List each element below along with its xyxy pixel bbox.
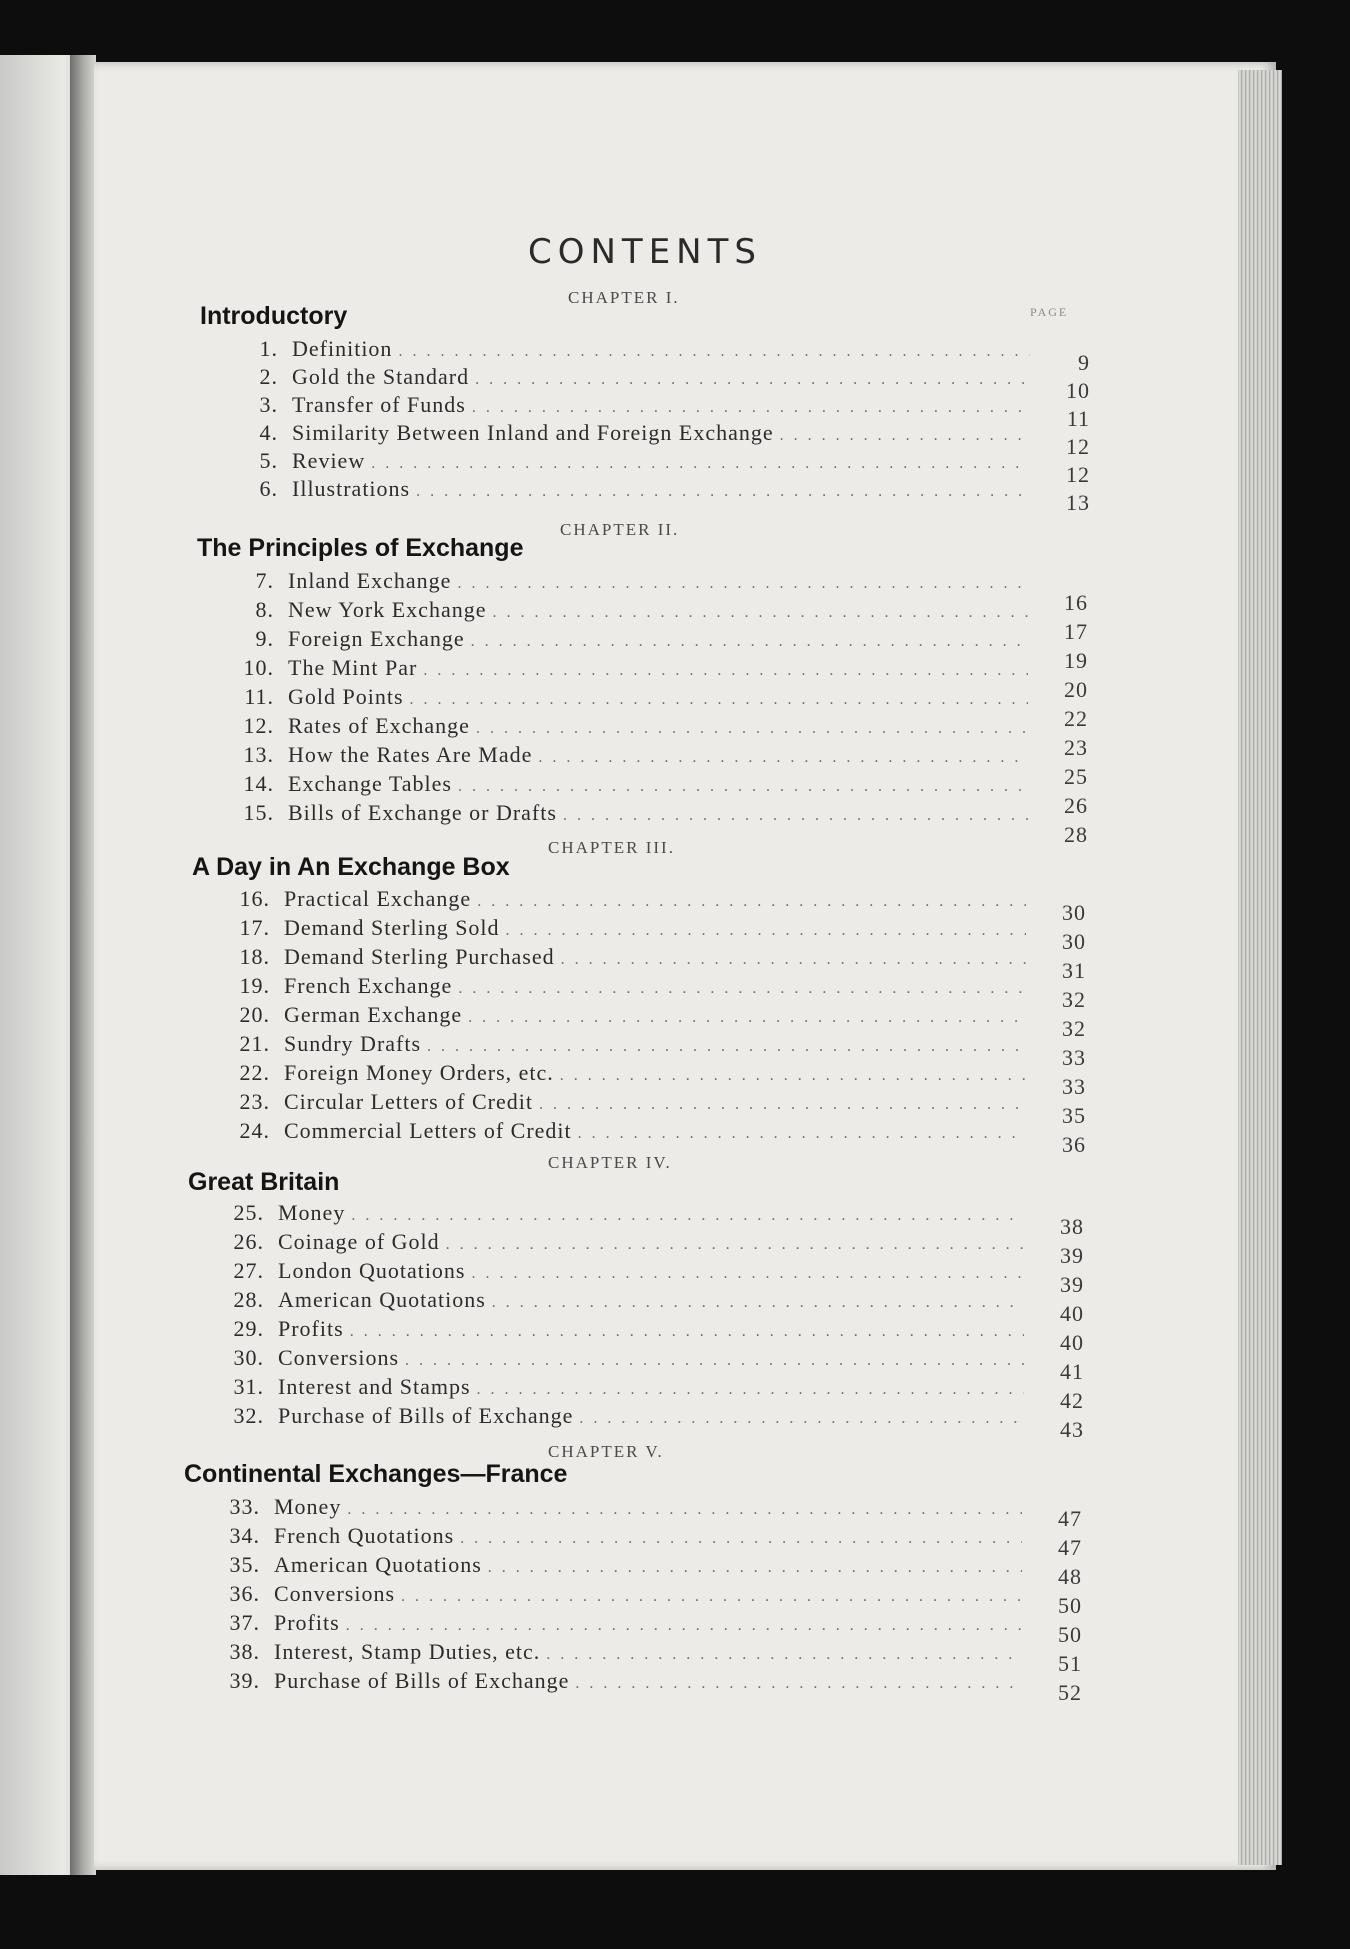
toc-entry[interactable] [236,800,1028,828]
entry-number: 24. [239,1118,270,1143]
toc-entry[interactable] [226,1316,1024,1344]
entry-title: French Quotations [274,1523,455,1548]
entry-number: 30. [233,1345,264,1370]
entry-number: 2. [259,364,278,389]
chapter-heading: CHAPTER I. [568,288,680,307]
entry-title: Definition [292,336,393,361]
leader-dots [468,1009,1026,1027]
section-title: A Day in An Exchange Box [192,853,510,881]
page-number: 25 [1064,764,1088,789]
entry-title: New York Exchange [288,597,487,622]
entry-number: 22. [239,1060,270,1085]
toc-entry[interactable] [226,1200,1024,1228]
toc-entry[interactable] [240,476,1030,504]
toc-entry[interactable] [232,1089,1026,1117]
entry-title: Foreign Money Orders, etc. [284,1060,554,1085]
leader-dots [561,951,1026,969]
leader-dots [416,483,1030,501]
toc-entry[interactable] [240,420,1030,448]
book-spine [70,55,96,1875]
entry-number: 26. [233,1229,264,1254]
entry-title: Foreign Exchange [288,626,465,651]
page-number: 42 [1060,1388,1084,1413]
entry-number: 8. [255,597,274,622]
toc-entry[interactable] [222,1668,1022,1696]
leader-dots [458,980,1026,998]
toc-entry[interactable] [240,392,1030,420]
toc-entry[interactable] [222,1494,1022,1522]
entry-number: 9. [255,626,274,651]
leader-dots [560,1067,1026,1085]
entry-title: Purchase of Bills of Exchange [274,1668,570,1693]
leader-dots [476,720,1028,738]
leader-dots [475,371,1030,389]
toc-entry[interactable] [232,915,1026,943]
entry-title: Profits [274,1610,340,1635]
entry-title: Similarity Between Inland and Foreign Exchange [292,420,774,445]
page-number: 51 [1058,1651,1082,1676]
page-number: 16 [1064,590,1088,615]
toc-entry[interactable] [240,448,1030,476]
leader-dots [472,399,1030,417]
page-number: 11 [1066,406,1090,431]
toc-entry[interactable] [222,1610,1022,1638]
toc-entry[interactable] [222,1581,1022,1609]
entry-title: Conversions [278,1345,399,1370]
leader-dots [780,427,1030,445]
page-number: 39 [1060,1272,1084,1297]
entry-number: 14. [243,771,274,796]
entry-number: 29. [233,1316,264,1341]
leader-dots [575,1675,1022,1693]
entry-number: 16. [239,886,270,911]
toc-entry[interactable] [236,684,1028,712]
toc-entry[interactable] [232,1060,1026,1088]
page-number: 12 [1066,462,1090,487]
leader-dots [351,1207,1024,1225]
chapter-heading: CHAPTER IV. [548,1153,672,1172]
page-number: 12 [1066,434,1090,459]
entry-number: 18. [239,944,270,969]
entry-title: Commercial Letters of Credit [284,1118,572,1143]
page-number: 9 [1078,350,1090,375]
entry-title: American Quotations [274,1552,482,1577]
page-number: 41 [1060,1359,1084,1384]
page-number: 43 [1060,1417,1084,1442]
toc-entry[interactable] [226,1258,1024,1286]
page-number: 22 [1064,706,1088,731]
entry-number: 13. [243,742,274,767]
entry-title: Conversions [274,1581,395,1606]
entry-number: 17. [239,915,270,940]
entry-title: Gold the Standard [292,364,470,389]
entry-title: Transfer of Funds [292,392,466,417]
entry-title: London Quotations [278,1258,466,1283]
entry-title: German Exchange [284,1002,463,1027]
page-number: 36 [1062,1132,1086,1157]
page-number: 28 [1064,822,1088,847]
entry-number: 32. [233,1403,264,1428]
toc-entry[interactable] [240,364,1030,392]
leader-dots [579,1410,1024,1428]
leader-dots [410,691,1028,709]
leader-dots [539,1096,1026,1114]
entry-title: How the Rates Are Made [288,742,533,767]
entry-title: Money [278,1200,346,1225]
entry-title: French Exchange [284,973,453,998]
toc-entry[interactable] [222,1639,1022,1667]
leader-dots [346,1617,1022,1635]
toc-entry[interactable] [236,655,1028,683]
leader-dots [405,1352,1024,1370]
leader-dots [578,1125,1026,1143]
leader-dots [371,455,1030,473]
entry-title: American Quotations [278,1287,486,1312]
entry-title: Coinage of Gold [278,1229,440,1254]
section-title: The Principles of Exchange [197,534,524,562]
leader-dots [477,893,1026,911]
entry-number: 35. [229,1552,260,1577]
entry-title: Purchase of Bills of Exchange [278,1403,574,1428]
leader-dots [423,662,1028,680]
leader-dots [347,1501,1022,1519]
entry-number: 38. [229,1639,260,1664]
page-number: 47 [1058,1506,1082,1531]
page-number: 40 [1060,1301,1084,1326]
toc-entry[interactable] [232,944,1026,972]
entry-title: The Mint Par [288,655,418,680]
page-number: 40 [1060,1330,1084,1355]
chapter-heading: CHAPTER III. [548,838,675,857]
leader-dots [506,922,1026,940]
entry-number: 20. [239,1002,270,1027]
leader-dots [477,1381,1024,1399]
page-number: 26 [1064,793,1088,818]
page-number: 39 [1060,1243,1084,1268]
page-number: 30 [1062,929,1086,954]
page-number: 50 [1058,1622,1082,1647]
entry-title: Demand Sterling Purchased [284,944,555,969]
leader-dots [488,1559,1022,1577]
toc-entry[interactable] [232,886,1026,914]
page-title: CONTENTS [528,232,762,272]
entry-title: Review [292,448,366,473]
page-column-label: PAGE [1030,305,1069,319]
toc-entry[interactable] [226,1374,1024,1402]
entry-number: 1. [259,336,278,361]
chapter-heading: CHAPTER II. [560,520,680,539]
chapter-heading: CHAPTER V. [548,1442,664,1461]
toc-entry[interactable] [236,771,1028,799]
page-number: 38 [1060,1214,1084,1239]
leader-dots [458,778,1028,796]
entry-title: Interest, Stamp Duties, etc. [274,1639,541,1664]
entry-number: 31. [233,1374,264,1399]
toc-entry[interactable] [232,1118,1026,1146]
entry-number: 15. [243,800,274,825]
entry-number: 10. [243,655,274,680]
entry-title: Exchange Tables [288,771,452,796]
page-number: 33 [1062,1045,1086,1070]
toc-entry[interactable] [226,1229,1024,1257]
entry-title: Money [274,1494,342,1519]
leader-dots [398,343,1030,361]
page-number: 47 [1058,1535,1082,1560]
toc-entry[interactable] [240,336,1030,364]
page-number: 13 [1066,490,1090,515]
leader-dots [492,604,1028,622]
entry-number: 34. [229,1523,260,1548]
toc-entry[interactable] [232,1031,1026,1059]
leader-dots [460,1530,1022,1548]
page-number: 31 [1062,958,1086,983]
entry-number: 23. [239,1089,270,1114]
page-number: 48 [1058,1564,1082,1589]
page-number: 23 [1064,735,1088,760]
toc-entry[interactable] [236,597,1028,625]
entry-number: 11. [244,684,274,709]
section-title: Great Britain [188,1168,340,1196]
entry-title: Illustrations [292,476,411,501]
entry-title: Rates of Exchange [288,713,470,738]
toc-entry[interactable] [236,742,1028,770]
section-title: Introductory [200,302,348,330]
entry-title: Circular Letters of Credit [284,1089,533,1114]
toc-entry[interactable] [232,973,1026,1001]
page-number: 52 [1058,1680,1082,1705]
entry-number: 19. [239,973,270,998]
leader-dots [401,1588,1022,1606]
entry-number: 4. [259,420,278,445]
toc-entry[interactable] [236,568,1028,596]
page-number: 32 [1062,987,1086,1012]
section-title: Continental Exchanges—France [184,1460,568,1488]
entry-number: 3. [259,392,278,417]
entry-number: 27. [233,1258,264,1283]
leader-dots [471,633,1028,651]
leader-dots [446,1236,1024,1254]
leader-dots [350,1323,1024,1341]
entry-number: 7. [255,568,274,593]
entry-title: Gold Points [288,684,404,709]
toc-entry[interactable] [222,1552,1022,1580]
toc-entry[interactable] [236,713,1028,741]
page-number: 17 [1064,619,1088,644]
toc-entry[interactable] [232,1002,1026,1030]
page-number: 33 [1062,1074,1086,1099]
entry-number: 12. [243,713,274,738]
entry-title: Inland Exchange [288,568,452,593]
toc-entry[interactable] [222,1523,1022,1551]
entry-title: Interest and Stamps [278,1374,471,1399]
entry-number: 5. [259,448,278,473]
entry-number: 36. [229,1581,260,1606]
page-number: 10 [1066,378,1090,403]
page-stack-edge [1238,70,1282,1865]
leader-dots [563,807,1028,825]
entry-number: 28. [233,1287,264,1312]
entry-number: 33. [229,1494,260,1519]
page-number: 50 [1058,1593,1082,1618]
toc-entry[interactable] [226,1287,1024,1315]
entry-number: 25. [233,1200,264,1225]
entry-number: 39. [229,1668,260,1693]
page-number: 30 [1062,900,1086,925]
leader-dots [427,1038,1026,1056]
entry-title: Sundry Drafts [284,1031,422,1056]
page-number: 19 [1064,648,1088,673]
leader-dots [472,1265,1025,1283]
page-number: 20 [1064,677,1088,702]
entry-title: Bills of Exchange or Drafts [288,800,557,825]
leader-dots [546,1646,1022,1664]
entry-number: 21. [239,1031,270,1056]
entry-number: 37. [229,1610,260,1635]
leader-dots [492,1294,1024,1312]
page-number: 32 [1062,1016,1086,1041]
leader-dots [457,575,1028,593]
toc-entry[interactable] [226,1403,1024,1431]
toc-entry[interactable] [226,1345,1024,1373]
leader-dots [538,749,1028,767]
entry-number: 6. [259,476,278,501]
entry-title: Demand Sterling Sold [284,915,500,940]
toc-entry[interactable] [236,626,1028,654]
page-number: 35 [1062,1103,1086,1128]
entry-title: Profits [278,1316,344,1341]
entry-title: Practical Exchange [284,886,472,911]
